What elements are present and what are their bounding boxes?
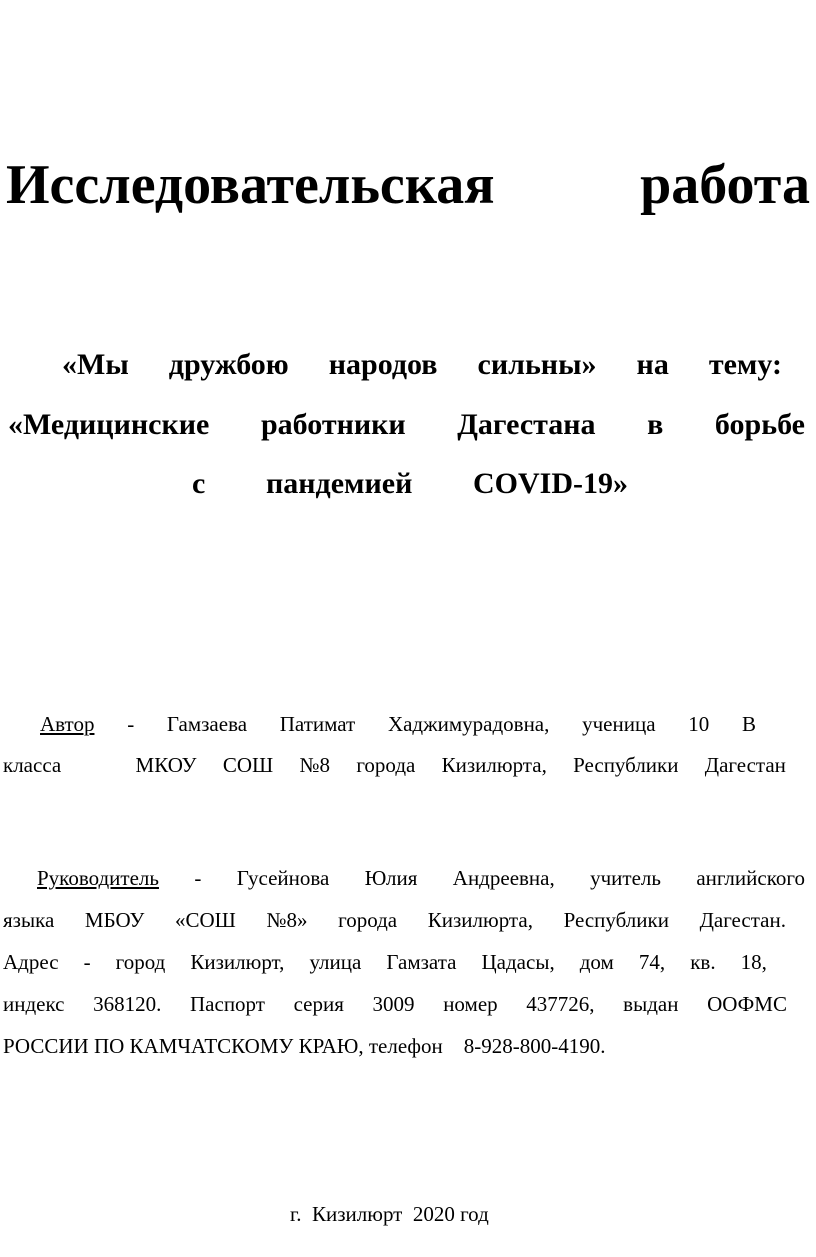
supervisor-line-4: [3, 992, 787, 1017]
supervisor-word: город: [115, 950, 166, 974]
supervisor-word: Кизилюрта,: [427, 908, 533, 932]
supervisor-label: Руководитель: [37, 866, 159, 890]
author-word: В: [741, 712, 756, 736]
author-word: города: [356, 753, 416, 777]
supervisor-word: Гамзата: [386, 950, 457, 974]
topic-word: пандемией: [265, 467, 413, 500]
supervisor-word: английского: [696, 866, 805, 890]
author-word: Кизилюрта,: [441, 753, 547, 777]
supervisor-word: «СОШ: [174, 908, 236, 932]
supervisor-word: 74,: [638, 950, 666, 974]
author-word: Патимат: [279, 712, 356, 736]
topic-word: на: [636, 348, 669, 381]
topic-word: сильны»: [477, 348, 597, 381]
supervisor-word: -: [83, 950, 91, 974]
topic-word: с: [192, 467, 206, 500]
footer-place-year: г. Кизилюрт 2020 год: [290, 1202, 489, 1226]
title-word: Исследовательская: [6, 154, 495, 216]
topic-word: «Медицинские: [8, 408, 210, 441]
supervisor-word: Цадасы,: [481, 950, 555, 974]
supervisor-word: Адрес: [3, 950, 59, 974]
supervisor-contact: РОССИИ ПО КАМЧАТСКОМУ КРАЮ, телефон 8-928-800-4190.: [3, 1034, 606, 1058]
author-word: МКОУ: [135, 753, 197, 777]
supervisor-word: Андреевна,: [452, 866, 555, 890]
author-word: СОШ: [222, 753, 274, 777]
topic-line-1: [62, 348, 782, 382]
supervisor-word: города: [338, 908, 398, 932]
supervisor-word: Юлия: [364, 866, 418, 890]
topic-word: Дагестана: [457, 408, 596, 441]
author-word: ученица: [582, 712, 656, 736]
title-word: работа: [640, 154, 810, 216]
supervisor-word: 437726,: [526, 992, 595, 1016]
supervisor-word: выдан: [623, 992, 679, 1016]
author-word: -: [127, 712, 135, 736]
supervisor-word: №8»: [266, 908, 308, 932]
document-title: [6, 150, 810, 220]
author-word: Гамзаева: [166, 712, 248, 736]
supervisor-word: 18,: [740, 950, 767, 974]
supervisor-word: Республики: [563, 908, 669, 932]
supervisor-word: языка: [3, 908, 55, 932]
supervisor-word: серия: [293, 992, 344, 1016]
supervisor-line-1: [37, 866, 805, 891]
topic-word: в: [647, 408, 664, 441]
supervisor-word: 3009: [372, 992, 415, 1016]
author-word: Республики: [573, 753, 679, 777]
author-word: класса: [3, 753, 62, 777]
author-word: 10: [688, 712, 710, 736]
author-word: №8: [299, 753, 331, 777]
supervisor-line-3: [3, 950, 767, 975]
author-line-2: [3, 753, 786, 778]
supervisor-word: дом: [579, 950, 614, 974]
topic-word: народов: [328, 348, 438, 381]
supervisor-line-5: [3, 1034, 606, 1059]
supervisor-word: МБОУ: [84, 908, 145, 932]
topic-word: COVID-19»: [473, 467, 628, 500]
supervisor-word: -: [194, 866, 202, 890]
supervisor-word: Кизилюрт,: [190, 950, 285, 974]
topic-word: «Мы: [62, 348, 129, 381]
supervisor-word: учитель: [590, 866, 661, 890]
supervisor-word: Дагестан.: [699, 908, 786, 932]
author-word: Дагестан: [704, 753, 786, 777]
topic-word: борьбе: [714, 408, 805, 441]
author-line-1: [40, 712, 756, 737]
topic-word: тему:: [708, 348, 782, 381]
supervisor-word: улица: [309, 950, 362, 974]
author-word: Хаджимурадовна,: [387, 712, 550, 736]
supervisor-word: кв.: [690, 950, 716, 974]
topic-line-3: [192, 467, 628, 501]
author-label: Автор: [40, 712, 95, 736]
supervisor-word: номер: [443, 992, 498, 1016]
supervisor-word: 368120.: [93, 992, 162, 1016]
topic-word: дружбою: [168, 348, 289, 381]
supervisor-word: индекс: [3, 992, 65, 1016]
topic-word: работники: [260, 408, 406, 441]
topic-line-2: [8, 408, 805, 442]
supervisor-word: Паспорт: [190, 992, 265, 1016]
supervisor-word: Гусейнова: [236, 866, 330, 890]
supervisor-word: ООФМС: [707, 992, 787, 1016]
supervisor-line-2: [3, 908, 786, 933]
